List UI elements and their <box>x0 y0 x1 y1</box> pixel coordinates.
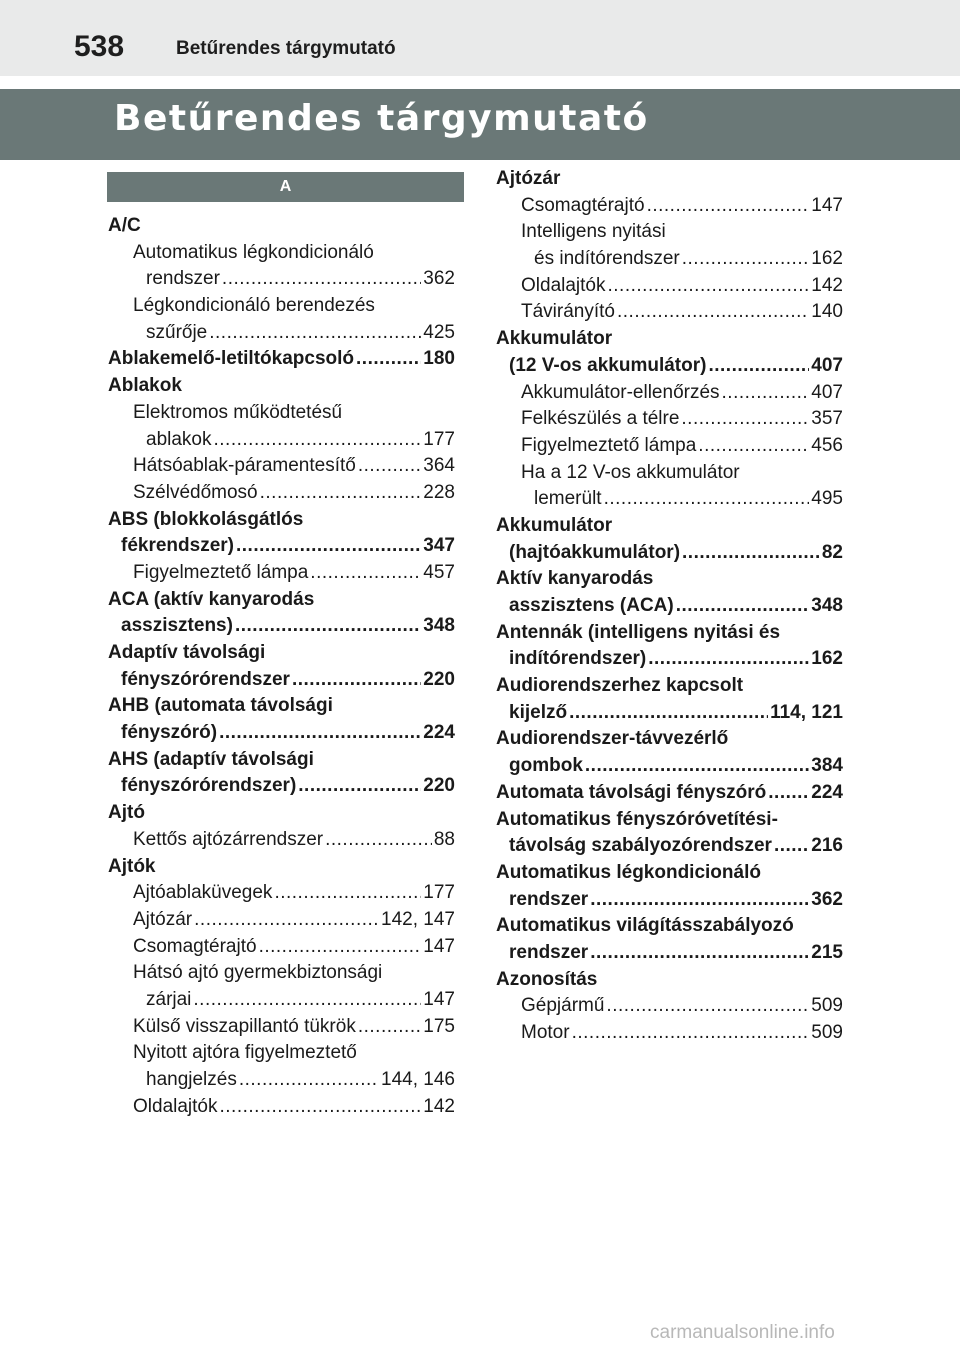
dot-leader <box>325 827 432 854</box>
index-entry-label: és indítórendszer <box>534 248 680 270</box>
index-entry <box>108 880 455 907</box>
index-entry-label: Hátsóablak-páramentesítő <box>133 455 356 477</box>
index-entry <box>108 533 455 560</box>
dot-leader <box>681 406 809 433</box>
dot-leader <box>708 353 809 380</box>
index-entry-page: 348 <box>811 595 843 616</box>
index-entry-page: 140 <box>811 301 843 323</box>
index-entry <box>108 1014 455 1041</box>
dot-leader <box>193 987 421 1014</box>
dot-leader <box>774 833 809 860</box>
index-entry <box>108 1094 455 1121</box>
index-entry <box>496 1020 843 1047</box>
index-entry <box>108 613 455 640</box>
dot-leader <box>292 667 421 694</box>
page-title: Betűrendes tárgymutató <box>114 98 649 139</box>
index-heading: Azonosítás <box>496 968 598 990</box>
index-entry-label: Oldalajtók <box>133 1095 218 1117</box>
index-entry <box>496 887 843 914</box>
index-entry-page: 384 <box>811 755 843 777</box>
index-heading: Ajtó <box>108 802 145 824</box>
index-entry-page: 495 <box>811 488 843 510</box>
index-entry <box>496 993 843 1020</box>
dot-leader <box>572 1020 810 1047</box>
index-entry-label: Távirányító <box>521 301 615 323</box>
dot-leader <box>236 533 421 560</box>
index-column-right <box>496 166 843 1047</box>
index-entry-page: 147 <box>811 194 843 216</box>
index-entry-page: 348 <box>423 615 455 637</box>
index-entry-page: 224 <box>811 781 843 803</box>
index-entry-label: Ajtóablaküvegek <box>133 882 273 904</box>
index-entry <box>108 266 455 293</box>
index-entry-page: 82 <box>821 541 843 563</box>
index-entry-page: 114, 121 <box>770 701 843 723</box>
index-entry-label: fényszórórendszer <box>121 668 290 690</box>
index-heading: Antennák (intelligens nyitási és <box>496 621 781 643</box>
index-heading: Automatikus fényszóróvetítési- <box>496 808 778 830</box>
section-letter-bar: A <box>107 172 464 202</box>
index-entry-page: 224 <box>423 722 455 744</box>
index-heading: Intelligens nyitási <box>521 221 666 243</box>
index-entry-page: 215 <box>811 941 843 963</box>
index-entry <box>496 406 843 433</box>
index-heading: Ajtózár <box>496 168 561 189</box>
index-entry-page: 142, 147 <box>381 908 455 930</box>
dot-leader <box>260 480 422 507</box>
index-entry <box>108 773 455 800</box>
index-heading: Akkumulátor <box>496 514 613 536</box>
index-heading: Ajtók <box>108 855 156 877</box>
index-entry-page: 162 <box>811 648 843 670</box>
index-entry <box>108 560 455 587</box>
index-heading: Audiorendszerhez kapcsolt <box>496 675 744 697</box>
index-entry <box>496 433 843 460</box>
dot-leader <box>209 320 421 347</box>
index-entry <box>496 540 843 567</box>
dot-leader <box>768 780 809 807</box>
index-entry <box>496 246 843 273</box>
index-heading: A/C <box>108 215 141 236</box>
dot-leader <box>194 907 379 934</box>
index-entry-page: 456 <box>811 434 843 456</box>
index-entry-label: gombok <box>509 755 583 777</box>
index-heading: Aktív kanyarodás <box>496 568 654 590</box>
dot-leader <box>220 1094 422 1121</box>
index-entry-page: 509 <box>811 995 843 1017</box>
dot-leader <box>648 646 809 673</box>
index-entry-page: 142 <box>811 274 843 296</box>
index-heading: AHB (automata távolsági <box>108 695 333 717</box>
index-entry-page: 347 <box>423 535 455 557</box>
dot-leader <box>698 433 809 460</box>
dot-leader <box>676 593 810 620</box>
index-entry <box>496 193 843 220</box>
index-heading: Audiorendszer-távvezérlő <box>496 728 729 750</box>
index-heading: Ha a 12 V-os akkumulátor <box>521 461 740 483</box>
index-entry <box>496 833 843 860</box>
dot-leader <box>585 753 809 780</box>
dot-leader <box>617 299 809 326</box>
index-entry-label: fényszóró) <box>121 722 218 744</box>
index-entry <box>108 987 455 1014</box>
index-entry-page: 142 <box>423 1095 455 1117</box>
index-entry <box>108 907 455 934</box>
index-entry-label: távolság szabályozórendszer <box>509 835 772 857</box>
index-entry-page: 220 <box>423 668 455 690</box>
index-entry-page: 228 <box>423 481 455 503</box>
dot-leader <box>590 887 809 914</box>
dot-leader <box>606 993 809 1020</box>
running-header: Betűrendes tárgymutató <box>176 38 396 59</box>
index-entry-page: 147 <box>423 935 455 957</box>
index-entry-label: Szélvédőmosó <box>133 481 258 503</box>
index-entry-label: fékrendszer) <box>121 535 234 557</box>
index-entry <box>108 720 455 747</box>
index-entry <box>496 780 843 807</box>
index-entry-label: Figyelmeztető lámpa <box>133 561 309 583</box>
index-entry <box>496 299 843 326</box>
index-entry <box>496 353 843 380</box>
header-strip <box>0 0 960 76</box>
dot-leader <box>239 1067 379 1094</box>
dot-leader <box>219 720 421 747</box>
index-entry-label: rendszer <box>146 268 220 290</box>
index-entry-page: 147 <box>423 988 455 1010</box>
index-entry-label: (12 V-os akkumulátor) <box>509 354 707 376</box>
dot-leader <box>590 940 809 967</box>
index-entry-page: 509 <box>811 1022 843 1043</box>
index-entry-page: 364 <box>423 455 455 477</box>
dot-leader <box>259 934 422 961</box>
index-entry-label: zárjai <box>146 988 192 1010</box>
index-entry <box>108 480 455 507</box>
index-entry-label: Csomagtérajtó <box>133 935 257 957</box>
dot-leader <box>682 246 810 273</box>
index-entry-page: 220 <box>423 775 455 797</box>
index-entry-label: Figyelmeztető lámpa <box>521 434 697 456</box>
index-entry <box>496 700 843 727</box>
index-entry <box>108 667 455 694</box>
index-heading: Ablakok <box>108 375 182 397</box>
index-heading: ACA (aktív kanyarodás <box>108 588 315 610</box>
watermark: carmanualsonline.info <box>650 1322 835 1343</box>
index-entry <box>496 753 843 780</box>
dot-leader <box>358 1014 421 1041</box>
index-entry-label: Automata távolsági fényszóró <box>496 781 767 803</box>
index-heading: Légkondicionáló berendezés <box>133 295 375 317</box>
index-entry <box>496 646 843 673</box>
dot-leader <box>358 453 421 480</box>
index-entry-label: szűrője <box>146 321 208 343</box>
index-entry <box>108 320 455 347</box>
page-number: 538 <box>74 30 125 63</box>
index-entry <box>496 940 843 967</box>
index-entry-label: rendszer <box>509 941 589 963</box>
index-entry-page: 162 <box>811 248 843 270</box>
index-entry-label: Kettős ajtózárrendszer <box>133 828 324 850</box>
index-entry-label: hangjelzés <box>146 1069 237 1090</box>
index-entry-label: Külső visszapillantó tükrök <box>133 1015 356 1037</box>
dot-leader <box>214 427 422 454</box>
index-entry <box>496 273 843 300</box>
dot-leader <box>604 486 810 513</box>
index-entry <box>496 593 843 620</box>
index-entry <box>496 380 843 407</box>
index-column-left <box>108 213 455 1120</box>
dot-leader <box>647 193 810 220</box>
index-entry-page: 362 <box>423 268 455 290</box>
index-entry-page: 407 <box>811 381 843 403</box>
dot-leader <box>722 380 810 407</box>
index-entry-page: 357 <box>811 408 843 430</box>
dot-leader <box>298 773 421 800</box>
index-entry <box>108 427 455 454</box>
index-entry-label: rendszer <box>509 888 589 910</box>
index-entry-page: 144, 146 <box>381 1069 455 1090</box>
index-entry-page: 180 <box>423 348 455 370</box>
index-entry <box>108 1067 455 1094</box>
index-entry-page: 175 <box>423 1015 455 1037</box>
dot-leader <box>222 266 421 293</box>
index-heading: ABS (blokkolásgátlós <box>108 508 304 530</box>
index-entry-label: Motor <box>521 1022 570 1043</box>
index-heading: Elektromos működtetésű <box>133 401 343 423</box>
dot-leader <box>356 346 421 373</box>
index-entry-page: 177 <box>423 882 455 904</box>
index-heading: Nyitott ajtóra figyelmeztető <box>133 1042 357 1064</box>
index-entry-page: 88 <box>433 828 455 850</box>
index-entry-page: 457 <box>423 561 455 583</box>
index-heading: Hátsó ajtó gyermekbiztonsági <box>133 962 383 984</box>
index-heading: AHS (adaptív távolsági <box>108 748 314 770</box>
index-heading: Adaptív távolsági <box>108 642 266 663</box>
dot-leader <box>682 540 820 567</box>
index-entry-label: kijelző <box>509 701 568 723</box>
index-entry-page: 425 <box>423 321 455 343</box>
index-heading: Automatikus világításszabályozó <box>496 915 794 937</box>
index-entry-label: Akkumulátor-ellenőrzés <box>521 381 720 403</box>
index-entry-label: (hajtóakkumulátor) <box>509 541 681 563</box>
index-entry-page: 216 <box>811 835 843 857</box>
index-entry-label: lemerült <box>534 488 602 510</box>
dot-leader <box>310 560 421 587</box>
dot-leader <box>235 613 421 640</box>
dot-leader <box>274 880 421 907</box>
index-entry-page: 407 <box>811 354 843 376</box>
index-entry-label: Gépjármű <box>521 995 605 1017</box>
index-entry-label: Csomagtérajtó <box>521 194 645 216</box>
index-entry-label: Ablakemelő-letiltókapcsoló <box>108 348 355 370</box>
index-entry <box>108 934 455 961</box>
index-entry <box>496 486 843 513</box>
index-heading: Automatikus légkondicionáló <box>496 861 761 883</box>
index-entry-label: Oldalajtók <box>521 274 606 296</box>
index-entry-label: indítórendszer) <box>509 648 647 670</box>
index-entry-label: Felkészülés a télre <box>521 408 680 430</box>
index-entry-page: 362 <box>811 888 843 910</box>
index-entry-label: ablakok <box>146 428 212 450</box>
dot-leader <box>608 273 810 300</box>
index-entry <box>108 827 455 854</box>
index-entry-page: 177 <box>423 428 455 450</box>
dot-leader <box>569 700 768 727</box>
index-heading: Automatikus légkondicionáló <box>133 241 374 263</box>
index-entry <box>108 453 455 480</box>
index-entry-label: fényszórórendszer) <box>121 775 297 797</box>
index-heading: Akkumulátor <box>496 328 613 350</box>
index-entry-label: Ajtózár <box>133 908 193 930</box>
index-entry <box>108 346 455 373</box>
index-entry-label: asszisztens (ACA) <box>509 595 674 616</box>
index-entry-label: asszisztens) <box>121 615 233 637</box>
